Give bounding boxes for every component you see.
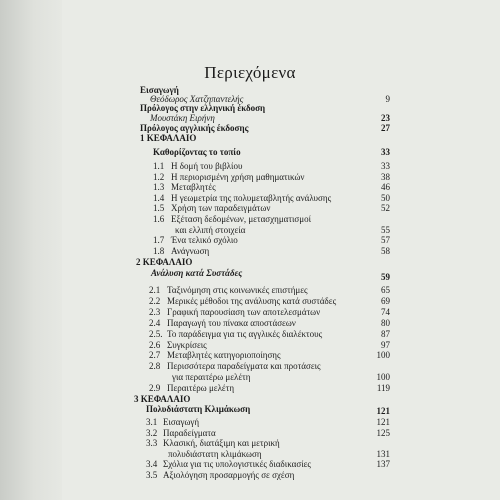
toc-section-number: 1.4 <box>153 192 165 203</box>
toc-section-number: 1.8 <box>153 245 165 256</box>
chapter-heading: 2 ΚΕΦΑΛΑΙΟ <box>136 257 193 267</box>
toc-section-title: Ανάγνωση <box>171 245 210 256</box>
toc-entry-introduction: Εισαγωγή <box>140 85 179 95</box>
toc-section-title: πολυδιάστατη κλιμάκωση <box>168 448 262 459</box>
toc-page-number: 69 <box>381 295 390 306</box>
toc-section-number: 2.3 <box>149 306 161 317</box>
toc-section-title: Η γεωμετρία της πολυμεταβλητής ανάλυσης <box>171 192 332 203</box>
toc-page-number: 33 <box>381 147 390 157</box>
toc-section-number: 2.7 <box>149 350 161 361</box>
toc-section-title: Κλασική, διατάξιμη και μετρική <box>163 438 280 449</box>
toc-section-number: 3.1 <box>146 417 158 427</box>
toc-page-number: 131 <box>376 448 390 459</box>
toc-page-number: 100 <box>376 350 390 361</box>
toc-section-title: Γραφική παρουσίαση των αποτελεσμάτων <box>167 306 321 317</box>
toc-page-number: 100 <box>376 372 390 383</box>
page-title: Περιεχόμενα <box>204 63 296 82</box>
toc-section-number: 2.5. <box>149 328 163 339</box>
toc-section-number: 1.2 <box>153 171 165 182</box>
toc-page-number: 121 <box>376 406 390 416</box>
toc-section-number: 3.4 <box>146 459 158 470</box>
toc-section-title: Συγκρίσεις <box>167 339 207 350</box>
toc-section-number: 2.9 <box>149 383 161 394</box>
toc-page-number: 137 <box>376 459 390 470</box>
toc-page-number: 74 <box>381 306 390 317</box>
toc-section-number: 2.4 <box>149 317 161 328</box>
toc-entry-author: Μουστάκη Ειρήνη <box>150 113 215 123</box>
toc-section-number: 2.8 <box>149 361 161 372</box>
toc-entry-author: Θεόδωρος Χατζηπαντελής <box>150 94 244 104</box>
toc-section-number: 2.2 <box>149 295 161 306</box>
toc-section-number: 3.2 <box>146 427 158 438</box>
toc-section-number: 2.6 <box>149 339 161 350</box>
toc-page-number: 38 <box>381 171 390 182</box>
toc-page-number: 87 <box>381 328 390 339</box>
toc-section-title: Μερικές μέθοδοι της ανάλυσης κατά συστάδες <box>167 295 337 306</box>
toc-page-number: 57 <box>381 235 390 246</box>
toc-page-number: 119 <box>376 383 390 394</box>
toc-page-number: 125 <box>376 427 390 438</box>
toc-page-number: 59 <box>381 272 390 282</box>
toc-page-number: 9 <box>385 94 390 104</box>
toc-page-number: 55 <box>381 224 390 235</box>
toc-page-number: 23 <box>381 113 390 123</box>
toc-section-title: Περαιτέρω μελέτη <box>167 383 235 394</box>
toc-page-number: 97 <box>381 339 390 350</box>
toc-section-title: Το παράδειγμα για τις αγγλικές διαλέκτους <box>167 328 323 339</box>
toc-page-number: 46 <box>381 182 390 193</box>
chapter-heading: 1 ΚΕΦΑΛΑΙΟ <box>140 133 197 143</box>
toc-page-number: 65 <box>381 285 390 295</box>
toc-section-title: Η περιορισμένη χρήση μαθηματικών <box>171 171 305 182</box>
toc-page-number: 27 <box>381 123 390 133</box>
toc-section-title: Παραγωγή του πίνακα αποστάσεων <box>167 317 296 328</box>
toc-section-title: Παραδείγματα <box>163 427 216 438</box>
toc-section-title: Σχόλια για τις υπολογιστικές διαδικασίες <box>163 459 311 470</box>
toc-section-title: Μεταβλητές <box>171 182 216 193</box>
toc-section-title: και ελλιπή στοιχεία <box>175 224 246 235</box>
toc-entry-greek-preface: Πρόλογος στην ελληνική έκδοση <box>140 103 266 113</box>
toc-entry-english-preface: Πρόλογος αγγλικής έκδοσης <box>140 123 249 133</box>
toc-page-number: 121 <box>376 417 390 427</box>
toc-section-title: Ταξινόμηση στις κοινωνικές επιστήμες <box>167 285 308 295</box>
toc-page-number: 52 <box>381 203 390 214</box>
toc-section-number: 1.7 <box>153 235 165 246</box>
toc-section-title: Εξέταση δεδομένων, μετασχηματισμοί <box>171 214 312 224</box>
chapter-title: Ανάλυση κατά Συστάδες <box>151 268 243 278</box>
toc-section-number: 1.1 <box>153 161 165 171</box>
toc-page-number: 80 <box>381 317 390 328</box>
toc-page-number: 33 <box>381 161 390 171</box>
toc-section-title: Μεταβλητές κατηγοριοποίησης <box>167 350 281 361</box>
toc-section-title: Η δομή του βιβλίου <box>171 161 243 171</box>
toc-section-title: για περαιτέρω μελέτη <box>172 372 251 383</box>
toc-section-number: 3.5 <box>146 470 158 480</box>
toc-section-number: 1.6 <box>153 214 165 224</box>
toc-section-title: Περισσότερα παραδείγματα και προτάσεις <box>167 361 321 372</box>
toc-section-number: 1.3 <box>153 182 165 193</box>
chapter-title: Πολυδιάστατη Κλιμάκωση <box>146 404 251 414</box>
toc-section-number: 2.1 <box>149 285 161 295</box>
toc-section-title: Ένα τελικό σχόλιο <box>171 235 238 246</box>
toc-page-number: 58 <box>381 245 390 256</box>
toc-page-number: 50 <box>381 192 390 203</box>
toc-section-title: Χρήση των παραδειγμάτων <box>171 203 271 214</box>
toc-section-title: Αξιολόγηση προσαρμογής σε σχέση <box>163 470 295 480</box>
chapter-heading: 3 ΚΕΦΑΛΑΙΟ <box>134 394 191 404</box>
toc-section-title: Εισαγωγή <box>163 417 200 427</box>
chapter-title: Καθορίζοντας το τοπίο <box>153 147 241 157</box>
toc-section-number: 3.3 <box>146 438 158 449</box>
toc-section-number: 1.5 <box>153 203 165 214</box>
